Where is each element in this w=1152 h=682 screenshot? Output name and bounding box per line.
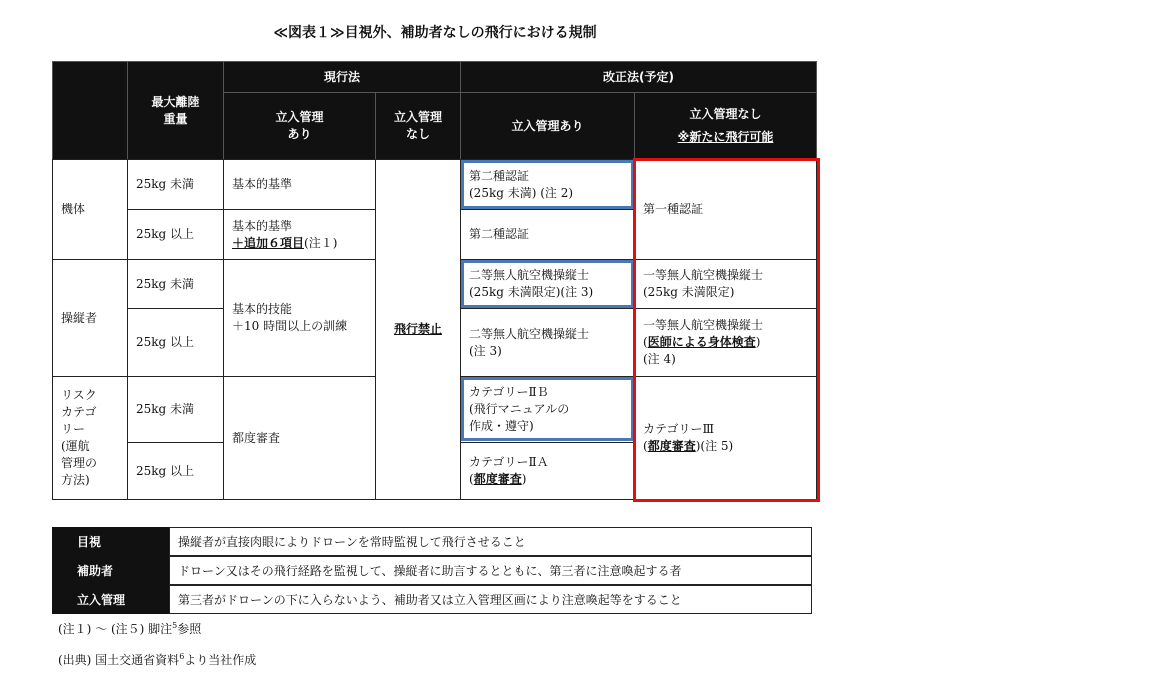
- row-label-operator: 操縦者: [52, 259, 128, 377]
- header-current-law: 現行法: [223, 61, 461, 93]
- glossary-def-visual: 操縦者が直接肉眼によりドローンを常時監視して飛行させること: [169, 527, 812, 556]
- figure-title: ≪図表１≫目視外、補助者なしの飛行における規制: [273, 25, 597, 41]
- source-end: より当社作成: [184, 653, 257, 667]
- additional-six-items: ＋追加６項目: [232, 235, 305, 250]
- glossary-term-assistant: 補助者: [52, 556, 170, 585]
- header-current-without-mgmt: 立入管理 なし: [375, 92, 461, 160]
- revised-operator-under25: 二等無人航空機操縦士 (25kg 未満限定)(注 3): [460, 259, 635, 309]
- revised-airframe-under25: 第二種認証 (25kg 未満) (注 2): [460, 159, 635, 210]
- footnote-sup: 5: [172, 621, 178, 630]
- revised-operator-over25: 二等無人航空機操縦士 (注 3): [460, 308, 635, 377]
- footnote-end: 参照: [177, 622, 202, 636]
- category-2a-label: カテゴリーⅡＡ: [469, 455, 549, 469]
- first-class-pilot-label: 一等無人航空機操縦士: [643, 318, 764, 332]
- row-label-risk-category: リスク カテゴ リー (運航 管理の 方法): [52, 376, 128, 500]
- weight-operator-over25: 25kg 以上: [127, 308, 224, 377]
- paren-open: (: [643, 335, 648, 349]
- current-no-mgmt-cell: [375, 159, 461, 500]
- glossary-term-visual: 目視: [52, 527, 170, 556]
- header-max-weight: 最大離陸 重量: [127, 61, 224, 160]
- header-revised-without-mgmt: [634, 92, 817, 160]
- weight-operator-under25: 25kg 未満: [127, 259, 224, 309]
- glossary-def-assistant: ドローン又はその飛行経路を監視して、操縦者に助言するとともに、第三者に注意喚起する者: [169, 556, 812, 585]
- revised-nomgmt-operator-under25: 一等無人航空機操縦士 (25kg 未満限定): [634, 259, 817, 309]
- source-sup: 6: [179, 652, 185, 661]
- glossary-term-entry-mgmt: 立入管理: [52, 585, 170, 614]
- header-current-with-mgmt: 立入管理 あり: [223, 92, 376, 160]
- header-newly-allowed-note: ※新たに飛行可能: [677, 130, 774, 144]
- paren-open: (: [643, 439, 648, 453]
- revised-nomgmt-airframe: 第一種認証: [634, 159, 817, 260]
- row-label-airframe: 機体: [52, 159, 128, 260]
- current-operator-requirement: 基本的技能 ＋10 時間以上の訓練: [223, 259, 376, 377]
- medical-exam: 医師による身体検査: [647, 335, 756, 349]
- note-ref-5: )(注 5): [695, 439, 734, 453]
- revised-nomgmt-operator-over25: [634, 308, 817, 377]
- note-ref-4: (注 4): [643, 352, 676, 366]
- revised-risk-over25: [460, 442, 635, 500]
- header-revised-with-mgmt: 立入管理あり: [460, 92, 635, 160]
- paren-close: ): [755, 335, 761, 349]
- revised-nomgmt-risk: [634, 376, 817, 500]
- revised-airframe-over25: 第二種認証: [460, 209, 635, 260]
- footnote-reference: [58, 620, 201, 637]
- current-airframe-over25-base: 基本的基準: [232, 218, 293, 233]
- weight-airframe-under25: 25kg 未満: [127, 159, 224, 210]
- weight-airframe-over25: 25kg 以上: [127, 209, 224, 260]
- weight-risk-over25: 25kg 以上: [127, 442, 224, 500]
- flight-prohibited: 飛行禁止: [393, 322, 442, 336]
- current-airframe-over25: [223, 209, 376, 260]
- revised-risk-under25: カテゴリーⅡＢ (飛行マニュアルの 作成・遵守): [460, 376, 635, 443]
- paren-close: ): [521, 472, 527, 486]
- source-text: (出典) 国土交通省資料: [58, 653, 180, 667]
- source-note: [58, 651, 256, 668]
- header-corner: [52, 61, 128, 160]
- weight-risk-under25: 25kg 未満: [127, 376, 224, 443]
- current-risk-review: 都度審査: [223, 376, 376, 500]
- header-revised-without-mgmt-label: 立入管理なし: [689, 107, 762, 121]
- glossary-def-entry-mgmt: 第三者がドローンの下に入らないよう、補助者又は立入管理区画により注意喚起等をすること: [169, 585, 812, 614]
- category-3-label: カテゴリーⅢ: [643, 422, 715, 436]
- current-airframe-under25: 基本的基準: [223, 159, 376, 210]
- note-ref-1: (注１): [304, 235, 338, 250]
- paren-open: (: [469, 472, 474, 486]
- footnote-text: (注１) 〜 (注５) 脚注: [58, 622, 173, 636]
- header-revised-law: 改正法(予定): [460, 61, 817, 93]
- case-by-case-review: 都度審査: [473, 472, 522, 486]
- case-by-case-review-3: 都度審査: [647, 439, 696, 453]
